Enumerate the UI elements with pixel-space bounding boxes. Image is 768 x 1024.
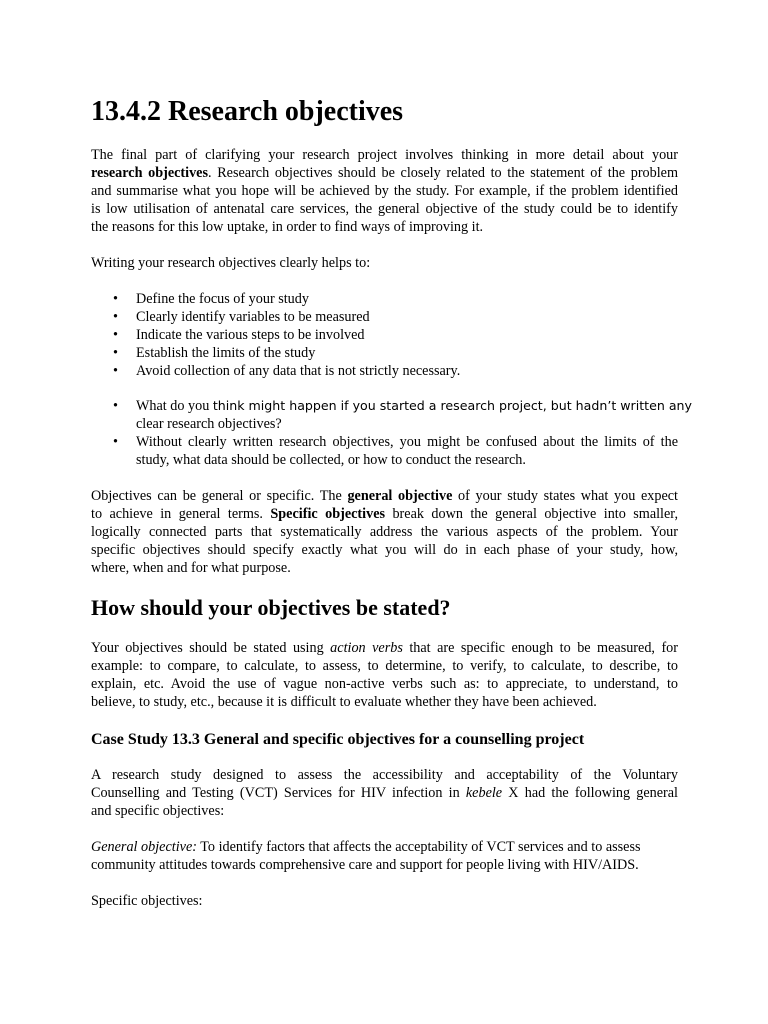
research-objectives-term: research objectives xyxy=(91,165,209,181)
bullet-icon: • xyxy=(113,309,118,325)
helps-list xyxy=(91,290,678,380)
bullet-icon: • xyxy=(113,345,118,361)
questions-list xyxy=(91,397,692,469)
intro-line-5: the reasons for this low uptake, in order to find ways of improving it. xyxy=(91,219,484,235)
list-item: • Clearly identify variables to be measured xyxy=(113,309,370,325)
intro-line-1: The final part of clarifying your research project involves thinking in more detail about your xyxy=(91,147,678,163)
helps-intro: Writing your research objectives clearly helps to: xyxy=(91,255,371,271)
general-objective-term: general objective xyxy=(347,488,453,504)
bullet-icon: • xyxy=(113,291,118,307)
list-item: • Indicate the various steps to be involved xyxy=(113,327,365,343)
specific-objectives-label: Specific objectives: xyxy=(91,893,203,909)
general-objective-paragraph: General objective: To identify factors that affects the acceptability of VCT services and to assess community attitudes towards comprehensive care and support for people living with HIV/AIDS. xyxy=(91,839,641,873)
objectives-paragraph: Objectives can be general or specific. The general objective of your study states what you expect to achieve in general terms. Specific objectives break down the general objective into smaller, logically connected parts that systematically address the various aspects of the problem. Your specific objectives should specify exactly what you will do in each phase of your study, how, where, when and for what purpose. xyxy=(91,488,679,576)
list-item: • Without clearly written research objectives, you might be confused about the limits of the study, what data should be collected, or how to conduct the research. xyxy=(113,434,678,468)
list-item: • What do you think might happen if you started a research project, but hadn’t written any clear research objectives? xyxy=(113,398,692,432)
list-item: • Establish the limits of the study xyxy=(113,345,316,361)
kebele-term: kebele xyxy=(465,785,503,801)
bullet-icon: • xyxy=(113,327,118,343)
intro-line-2 xyxy=(91,164,678,182)
section-heading: 13.4.2 Research objectives xyxy=(91,96,404,127)
action-verbs-term: action verbs xyxy=(330,640,403,656)
list-item: • Avoid collection of any data that is not strictly necessary. xyxy=(113,363,461,379)
case-study-heading: Case Study 13.3 General and specific objectives for a counselling project xyxy=(91,731,585,748)
bullet-icon: • xyxy=(113,398,118,414)
bullet-icon: • xyxy=(113,434,118,450)
intro-line-3: and summarise what you hope will be achieved by the study. For example, if the problem identified xyxy=(91,183,678,199)
specific-objectives-term: Specific objectives xyxy=(270,506,386,522)
intro-line-2-rest: . Research objectives should be closely related to the statement of the problem xyxy=(208,165,679,181)
list-item: • Define the focus of your study xyxy=(113,291,309,307)
stated-paragraph: Your objectives should be stated using action verbs that are specific enough to be measured, for example: to compare, to calculate, to assess, to determine, to verify, to calculate, to describe, to explain, etc. Avoid the use of vague non-active verbs such as: to appreciate, to understand, to believe, to study, etc., because it is difficult to evaluate whether they have been achieved. xyxy=(91,640,678,710)
general-objective-label: General objective: xyxy=(91,839,197,855)
case-paragraph: A research study designed to assess the accessibility and acceptability of the Voluntary Counselling and Testing (VCT) Services for HIV infection in kebele X had the following general and specific objectives: xyxy=(91,767,679,819)
bullet-icon: • xyxy=(113,363,118,379)
intro-line-4: is low utilisation of antenatal care services, the general objective of the study could be to identify xyxy=(91,201,678,217)
intro-paragraph xyxy=(91,146,678,236)
subheading: How should your objectives be stated? xyxy=(91,595,451,620)
